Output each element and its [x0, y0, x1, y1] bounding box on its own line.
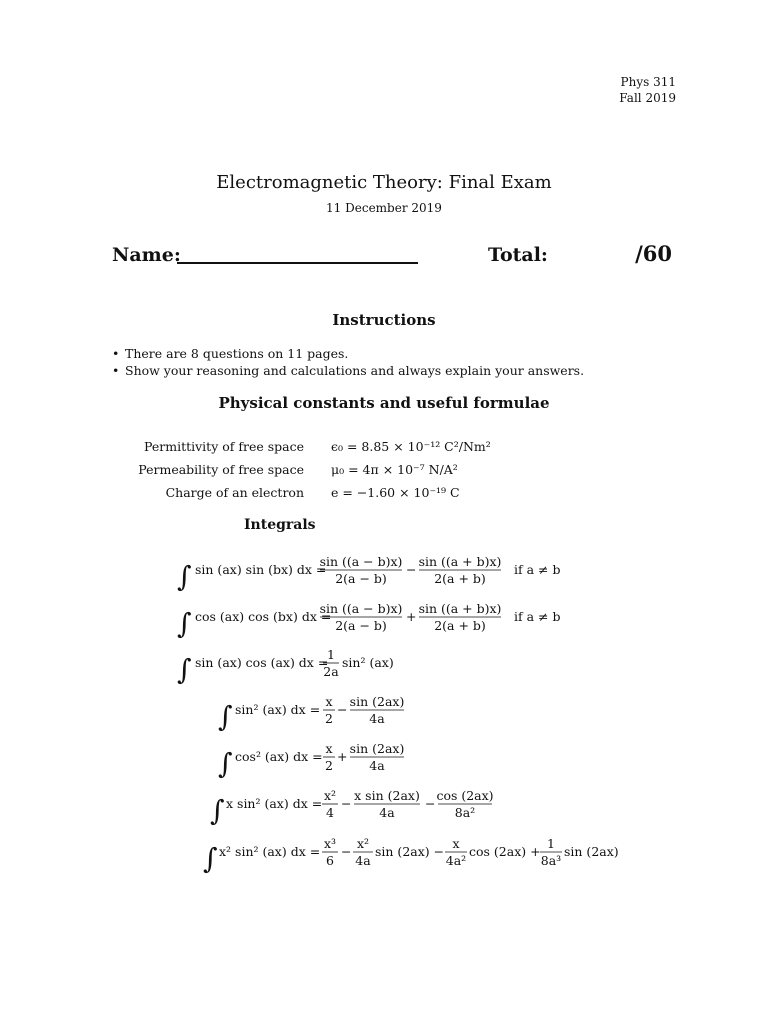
total-label: Total: [488, 244, 548, 266]
formula-lhs: cos² (ax) dx = [235, 749, 323, 764]
instructions-heading: Instructions [332, 311, 436, 329]
formula-lhs: sin (ax) sin (bx) dx = [195, 562, 327, 577]
formula-denominator: 2 [325, 758, 333, 773]
formula-denominator: 2(a − b) [335, 618, 387, 633]
formula-condition: if a ≠ b [514, 609, 561, 624]
instruction-item: • There are 8 questions on 11 pages. [112, 345, 584, 362]
formula-denominator: 8a² [454, 805, 476, 820]
formula-denominator: 2(a − b) [335, 571, 387, 586]
constants-heading: Physical constants and useful formulae [218, 394, 550, 412]
formula-tail: sin² (ax) [342, 655, 394, 670]
formula-middle: sin (2ax) − [375, 844, 445, 859]
integral-formula [210, 788, 494, 827]
formula-denominator: 2(a + b) [434, 618, 486, 633]
instruction-item: • Show your reasoning and calculations and always explain your answers. [112, 362, 584, 379]
formula-operator: − [341, 796, 352, 811]
formula-denominator: 4a² [445, 853, 467, 868]
formula-operator: + [406, 609, 417, 624]
formula-numerator: cos (2ax) [436, 788, 494, 803]
formula-tail: sin (2ax) [564, 844, 619, 859]
integral-sign-icon: ∫ [177, 653, 192, 686]
formula-denominator: 4a [379, 805, 395, 820]
constant-value: e = −1.60 × 10⁻¹⁹ C [331, 485, 460, 500]
constant-label: Charge of an electron [165, 485, 304, 500]
formula-numerator: x³ [323, 836, 337, 851]
formula-condition: if a ≠ b [514, 562, 561, 577]
formula-denominator: 4a [355, 853, 371, 868]
formula-numerator: x sin (2ax) [354, 788, 420, 803]
formula-numerator: x² [356, 836, 370, 851]
integral-formula [177, 554, 560, 593]
formula-operator: − [337, 702, 348, 717]
formula-denominator: 4a [369, 758, 385, 773]
formula-lhs: cos (ax) cos (bx) dx = [195, 609, 332, 624]
constant-value: μ₀ = 4π × 10⁻⁷ N/A² [331, 462, 458, 477]
formula-numerator: sin ((a + b)x) [418, 601, 502, 616]
formula-numerator: x² [323, 788, 337, 803]
constant-label: Permittivity of free space [144, 439, 304, 454]
formula-operator: − [425, 796, 436, 811]
formula-lhs: sin² (ax) dx = [235, 702, 321, 717]
formula-denominator: 6 [326, 853, 334, 868]
integral-sign-icon: ∫ [177, 607, 192, 640]
exam-date: 11 December 2019 [326, 201, 442, 215]
integral-sign-icon: ∫ [203, 842, 218, 875]
formula-operator: + [337, 749, 348, 764]
name-label: Name: [112, 244, 181, 266]
formula-numerator: x [325, 741, 333, 756]
formula-middle: cos (2ax) + [469, 844, 541, 859]
integral-sign-icon: ∫ [210, 794, 225, 827]
integral-sign-icon: ∫ [177, 560, 192, 593]
formula-denominator: 2(a + b) [434, 571, 486, 586]
integral-formula [218, 694, 404, 733]
formula-numerator: sin ((a − b)x) [319, 554, 403, 569]
formula-lhs: sin (ax) cos (ax) dx = [195, 655, 329, 670]
integral-formula [218, 741, 404, 780]
integral-sign-icon: ∫ [218, 700, 233, 733]
formula-denominator: 8a³ [540, 853, 562, 868]
formula-denominator: 2a [323, 664, 339, 679]
formula-lhs: x² sin² (ax) dx = [219, 844, 321, 859]
formula-numerator: sin ((a + b)x) [418, 554, 502, 569]
integral-formula [203, 836, 619, 875]
integral-sign-icon: ∫ [218, 747, 233, 780]
formula-numerator: sin ((a − b)x) [319, 601, 403, 616]
course-term: Fall 2019 [619, 91, 676, 105]
formula-numerator: sin (2ax) [349, 694, 405, 709]
formula-numerator: x [325, 694, 333, 709]
integrals-heading: Integrals [244, 517, 316, 533]
formula-denominator: 4a [369, 711, 385, 726]
formula-numerator: sin (2ax) [349, 741, 405, 756]
formula-denominator: 4 [326, 805, 334, 820]
formula-numerator: 1 [327, 647, 335, 662]
formula-numerator: x [452, 836, 460, 851]
formula-denominator: 2 [325, 711, 333, 726]
course-code: Phys 311 [620, 75, 676, 89]
formula-numerator: 1 [547, 836, 555, 851]
total-max-score: /60 [635, 241, 672, 266]
exam-title: Electromagnetic Theory: Final Exam [216, 172, 552, 193]
integral-formula [177, 601, 560, 640]
constant-value: ϵ₀ = 8.85 × 10⁻¹² C²/Nm² [331, 439, 491, 454]
integral-formula [177, 647, 394, 686]
formula-lhs: x sin² (ax) dx = [226, 796, 323, 811]
formula-operator: − [406, 562, 417, 577]
constant-label: Permeability of free space [138, 462, 304, 477]
formula-operator: − [341, 844, 352, 859]
